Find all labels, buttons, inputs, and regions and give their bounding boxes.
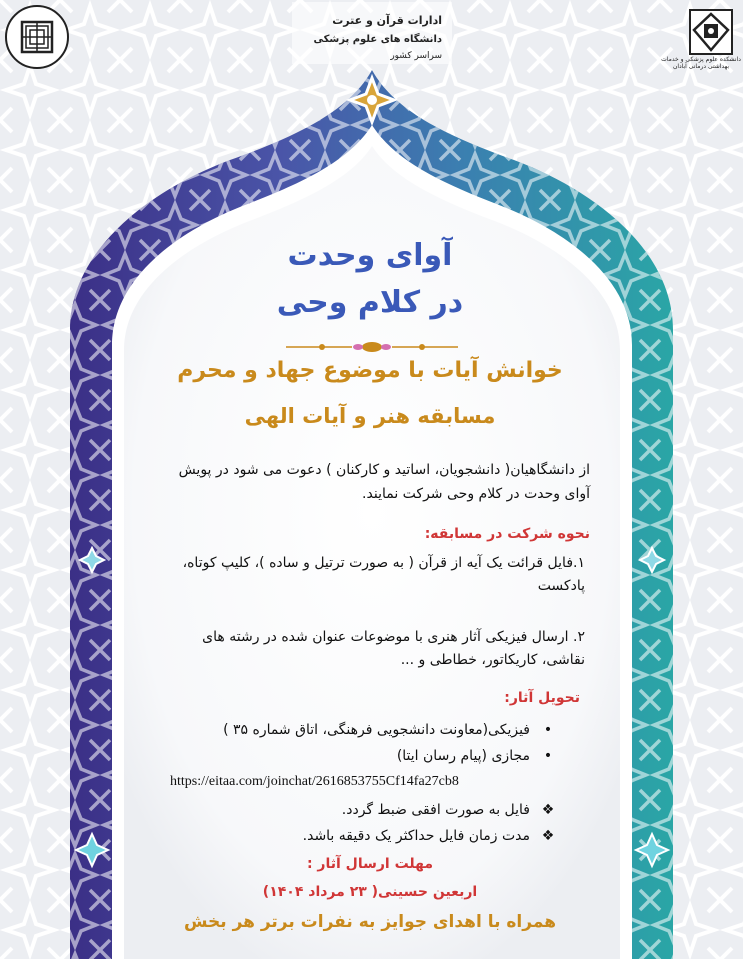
delivery-item-physical: [190, 720, 560, 740]
deadline-date: اربعین حسینی( ۲۳ مرداد ۱۴۰۴): [262, 884, 478, 900]
bullet-dot-icon: •: [543, 722, 553, 738]
subtitle-art-contest: مسابقه هنر و آیات الهی: [244, 404, 496, 428]
eitaa-join-link[interactable]: https://eitaa.com/joinchat/2616853755Cf14fa27cb8: [170, 774, 459, 789]
svg-text:دانشگاه های علوم پزشکی: دانشگاه های علوم پزشکی: [313, 34, 442, 45]
delivery-item-physical-text: فیزیکی(معاونت دانشجویی فرهنگی، اتاق شماره ۳۵ ): [223, 722, 530, 738]
note-max-duration-text: مدت زمان فایل حداکثر یک دقیقه باشد.: [302, 828, 530, 844]
deadline-heading: مهلت ارسال آثار :: [306, 856, 434, 872]
bullet-dot-icon: •: [543, 748, 553, 764]
subtitle-reading-verses: خوانش آیات با موضوع جهاد و محرم: [177, 358, 563, 383]
prizes-footer: همراه با اهدای جوایز به نفرات برتر هر بخش: [183, 912, 557, 932]
intro-paragraph: از دانشگاهیان( دانشجویان، اساتید و کارکنان ) دعوت می شود در پویش آوای وحدت در کلام وحی شرکت نمایند.: [178, 462, 590, 502]
diamond-bullet-icon: ❖: [541, 802, 555, 818]
diamond-bullet-icon: ❖: [541, 828, 555, 844]
svg-text:سراسر کشور: سراسر کشور: [390, 51, 442, 61]
svg-text:ادارات قرآن و عترت: ادارات قرآن و عترت: [332, 14, 442, 27]
quran-office-calligraphy-logo: [292, 2, 452, 64]
university-emblem-left-logo: [4, 4, 70, 70]
delivery-item-virtual: [190, 746, 560, 766]
note-horizontal-recording-text: فایل به صورت افقی ضبط گردد.: [341, 802, 530, 818]
participation-item-2: ۲. ارسال فیزیکی آثار هنری با موضوعات عنوان شده در رشته های نقاشی، کاریکاتور، خطاطی و ...: [202, 629, 585, 668]
participation-item-1: ۱.فایل قرائت یک آیه از قرآن ( به صورت ترتیل و ساده )، کلیپ کوتاه، پادکست: [182, 555, 585, 594]
divider-ornament: [282, 338, 462, 356]
note-max-duration: [190, 826, 560, 846]
delivery-heading: تحویل آثار:: [504, 690, 580, 706]
delivery-item-virtual-text: مجازی (پیام رسان ایتا): [396, 748, 530, 764]
main-title-line2: در کلام وحی: [276, 285, 464, 320]
participation-heading: نحوه شرکت در مسابقه:: [424, 526, 590, 542]
note-horizontal-recording: [190, 800, 560, 820]
right-logo-caption: دانشکده علوم پزشکی و خدمات بهداشتی درمانی آبادان: [661, 56, 741, 70]
main-title-line1: آوای وحدت: [287, 238, 453, 273]
